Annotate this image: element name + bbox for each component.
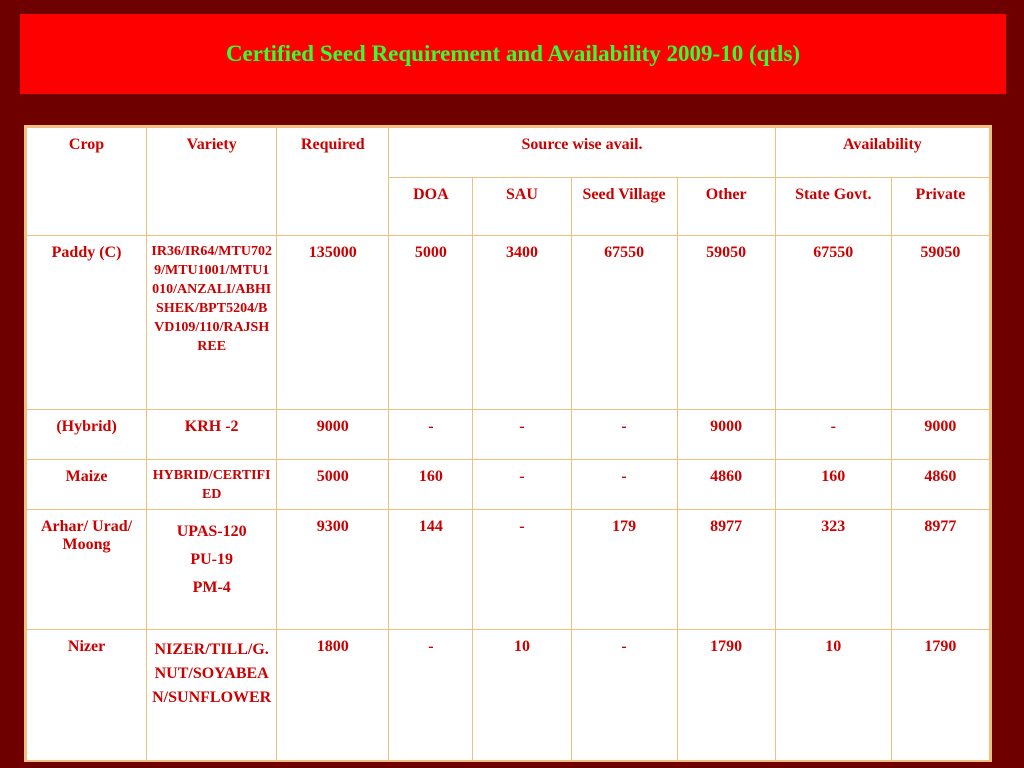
cell-private: 59050 [891, 236, 989, 410]
cell-state-govt: - [775, 410, 891, 460]
header-sau: SAU [473, 178, 571, 236]
seed-table-container [24, 125, 992, 762]
cell-sau: - [473, 460, 571, 510]
cell-variety: IR36/IR64/MTU7029/MTU1001/MTU1010/ANZALI/ABHISHEK/BPT5204/BVD109/110/RAJSHREE [147, 236, 277, 410]
cell-required: 1800 [277, 630, 389, 761]
variety-line: UPAS-120 [176, 523, 247, 540]
header-variety: Variety [147, 128, 277, 236]
cell-sau: - [473, 510, 571, 630]
table-row [27, 460, 990, 510]
variety-line: PU-19 [190, 551, 233, 568]
cell-other: 59050 [677, 236, 775, 410]
header-crop: Crop [27, 128, 147, 236]
cell-variety: KRH -2 [147, 410, 277, 460]
cell-required: 9000 [277, 410, 389, 460]
variety-line: PM-4 [192, 579, 231, 596]
cell-seed-village: - [571, 410, 677, 460]
cell-crop: Maize [27, 460, 147, 510]
cell-required: 9300 [277, 510, 389, 630]
cell-seed-village: 179 [571, 510, 677, 630]
cell-doa: - [389, 630, 473, 761]
cell-seed-village: - [571, 630, 677, 761]
table-row [27, 630, 990, 761]
cell-variety: HYBRID/CERTIFIED [147, 460, 277, 510]
header-state-govt: State Govt. [775, 178, 891, 236]
cell-doa: - [389, 410, 473, 460]
header-required: Required [277, 128, 389, 236]
cell-state-govt: 323 [775, 510, 891, 630]
cell-seed-village: 67550 [571, 236, 677, 410]
cell-state-govt: 160 [775, 460, 891, 510]
title-banner [20, 14, 1006, 94]
table-row [27, 236, 990, 410]
cell-private: 1790 [891, 630, 989, 761]
cell-sau: 10 [473, 630, 571, 761]
cell-sau: 3400 [473, 236, 571, 410]
cell-crop: (Hybrid) [27, 410, 147, 460]
cell-other: 4860 [677, 460, 775, 510]
cell-required: 135000 [277, 236, 389, 410]
table-row [27, 510, 990, 630]
cell-doa: 144 [389, 510, 473, 630]
cell-private: 4860 [891, 460, 989, 510]
seed-table [26, 127, 990, 761]
header-availability: Availability [775, 128, 989, 178]
cell-state-govt: 10 [775, 630, 891, 761]
header-doa: DOA [389, 178, 473, 236]
cell-seed-village: - [571, 460, 677, 510]
cell-doa: 5000 [389, 236, 473, 410]
cell-crop: Arhar/ Urad/ Moong [27, 510, 147, 630]
cell-sau: - [473, 410, 571, 460]
cell-other: 9000 [677, 410, 775, 460]
cell-crop: Nizer [27, 630, 147, 761]
cell-variety: NIZER/TILL/G.NUT/SOYABEAN/SUNFLOWER [147, 630, 277, 761]
table-row [27, 410, 990, 460]
cell-private: 8977 [891, 510, 989, 630]
page-title: Certified Seed Requirement and Availability 2009-10 (qtls) [225, 41, 801, 66]
cell-crop: Paddy (C) [27, 236, 147, 410]
header-row-1 [27, 128, 990, 178]
header-source: Source wise avail. [389, 128, 775, 178]
header-private: Private [891, 178, 989, 236]
header-seed-village: Seed Village [571, 178, 677, 236]
cell-state-govt: 67550 [775, 236, 891, 410]
cell-doa: 160 [389, 460, 473, 510]
cell-required: 5000 [277, 460, 389, 510]
cell-private: 9000 [891, 410, 989, 460]
cell-variety [147, 510, 277, 630]
header-other: Other [677, 178, 775, 236]
cell-other: 8977 [677, 510, 775, 630]
cell-other: 1790 [677, 630, 775, 761]
